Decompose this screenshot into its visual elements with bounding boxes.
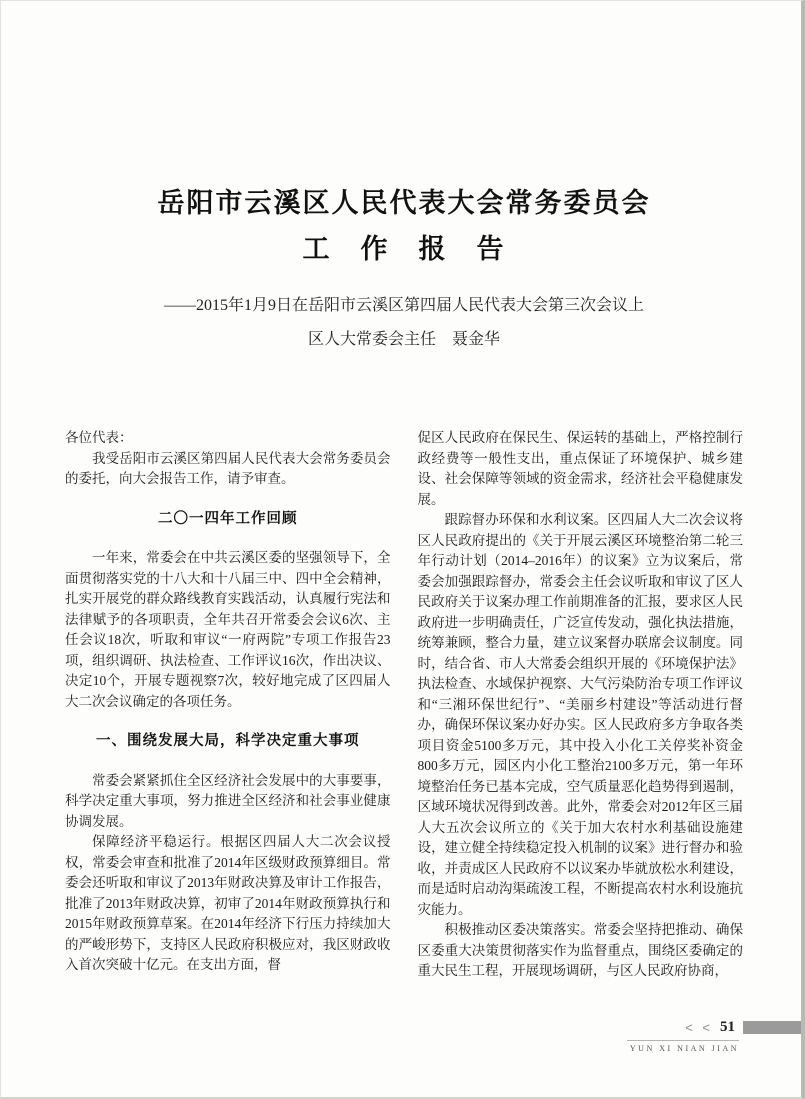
paragraph-continuation: 促区人民政府在保民生、保运转的基础上，严格控制行政经费等一般性支出，重点保证了环境保护、城乡建设、社会保障等领域的资金需求，经济社会平稳健康发展。 xyxy=(417,430,743,507)
report-title-line2: 工 作 报 告 xyxy=(302,234,506,264)
page-footer xyxy=(627,1019,801,1053)
page-number: 51 xyxy=(720,1019,735,1035)
page-number-row xyxy=(627,1019,801,1036)
paragraph: 我受岳阳市云溪区第四届人民代表大会常务委员会的委托，向大会报告工作，请予审查。 xyxy=(65,450,391,486)
yearbook-caption: YUN XI NIAN JIAN xyxy=(627,1040,739,1053)
paragraph: 保障经济平稳运行。根据区四届人大二次会议授权，常委会审查和批准了2014年区级财政预算细目。常委会还听取和审议了2013年财政决算及审计工作报告，批准了2013年财政决算，初审了2014年财政预算执行和2015年财政预算草案。在2014年经济下行压力持续加大的严峻形势下，支持区人民政府积极应对，我区财政收入首次突破十亿元。在支出方面，督 xyxy=(65,834,391,972)
section-heading-2014-review: 二〇一四年工作回顾 xyxy=(158,510,298,527)
report-title-line1: 岳阳市云溪区人民代表大会常务委员会 xyxy=(157,188,651,218)
paragraph: 跟踪督办环保和水利议案。区四届人大二次会议将区人民政府提出的《关于开展云溪区环境整治第二轮三年行动计划（2014–2016年）的议案》立为议案后，常委会加强跟踪督办，常委会主任会议听取和审议了区人民政府关于议案办理工作前期准备的汇报，要求区人民政府进一步明确责任，广泛宣传发动，强化执法措施，统筹兼顾，整合力量，建立议案督办联席会议制度。同时，结合省、市人大常委会组织开展的《环境保护法》执法检查、水域保护视察、大气污染防治专项工作评议和“三湘环保世纪行”、“美丽乡村建设”等活动进行督办，确保环保议案办好办实。区人民政府多方争取各类项目资金5100多万元，其中投入小化工关停奖补资金800多万元，园区内小化工整治2100多万元，第一年环境整治任务已基本完成，空气质量恶化趋势得到遏制，区域环境状况得到改善。此外，常委会对2012年区三届人大五次会议所立的《关于加大农村水利基础设施建设，建立健全持续稳定投入机制的议案》进行督办和验收，并责成区人民政府不以议案办毕就放松水利建设，而是适时启动沟渠疏浚工程，不断提高农村水利设施抗灾能力。 xyxy=(417,512,743,917)
report-subtitle: ——2015年1月9日在岳阳市云溪区第四届人民代表大会第三次会议上 xyxy=(163,297,644,314)
left-column xyxy=(65,428,391,982)
paragraph: 一年来，常委会在中共云溪区委的坚强领导下，全面贯彻落实党的十八大和十八届三中、四中全会精神，扎实开展党的群众路线教育实践活动，认真履行宪法和法律赋予的各项职责，全年共召开常委会会议6次、主任会议18次，听取和审议“一府两院”专项工作报告23项，组织调研、执法检查、工作评议16次，作出决议、决定10个，开展专题视察7次，较好地完成了区四届人大二次会议确定的各项任务。 xyxy=(65,550,391,709)
report-author: 区人大常委会主任 聂金华 xyxy=(307,331,500,348)
footer-gray-bar xyxy=(743,1021,801,1034)
section-heading-major-decisions: 一、围绕发展大局，科学决定重大事项 xyxy=(96,733,360,749)
angle-quote-marks: < < xyxy=(685,1020,713,1035)
two-column-body xyxy=(65,428,743,982)
right-column xyxy=(418,428,744,982)
paragraph: 常委会紧紧抓住全区经济社会发展中的大事要事，科学决定重大事项，努力推进全区经济和社会事业健康协调发展。 xyxy=(65,772,391,829)
salutation: 各位代表： xyxy=(65,430,133,445)
paragraph: 积极推动区委决策落实。常委会坚持把推动、确保区委重大决策贯彻落实作为监督重点，围绕区委确定的重大民生工程，开展现场调研，与区人民政府协商， xyxy=(417,922,743,978)
